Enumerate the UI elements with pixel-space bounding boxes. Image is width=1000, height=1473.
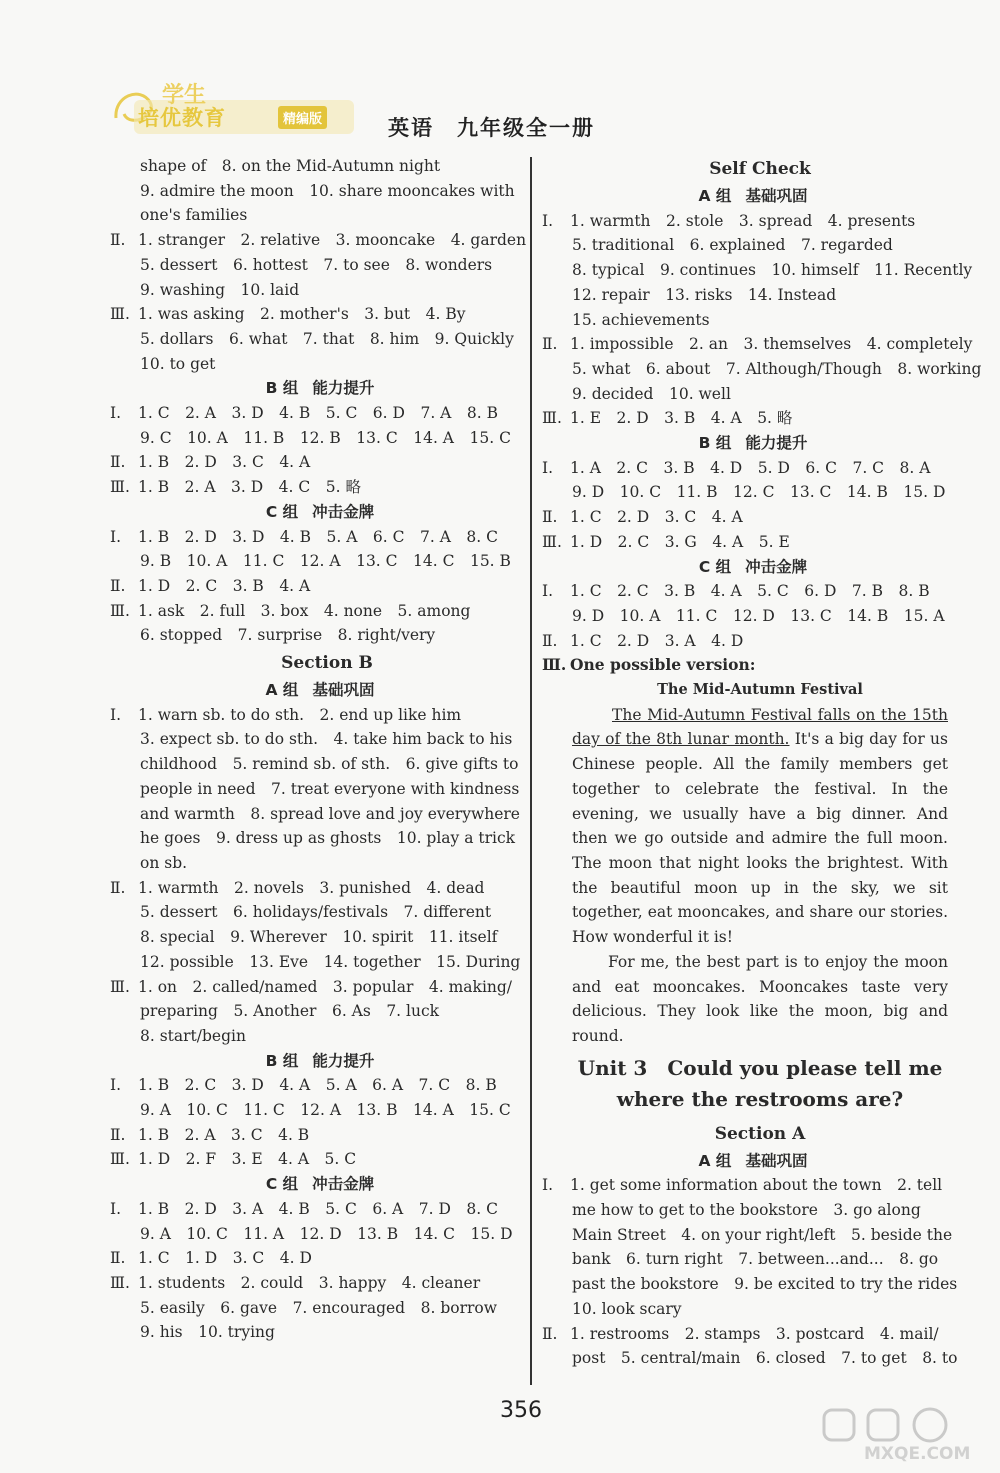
roman-numeral: Ⅰ. [542,582,554,601]
roman-numeral: Ⅲ. [110,1273,130,1292]
essay-title: The Mid-Autumn Festival [657,681,863,699]
answer-line: 5. dessert 6. holidays/festivals 7. different [140,903,492,922]
answer-line: 5. what 6. about 7. Although/Though 8. working [572,359,982,378]
answer-line: Ⅱ. 1. B 2. D 3. C 4. A [140,450,514,475]
roman-numeral: Ⅲ. [110,478,130,497]
answer-line: 8. special 9. Wherever 10. spirit 11. itself [140,928,498,947]
answer-line: 5. dessert 6. hottest 7. to see 8. wonders [140,255,493,274]
answer-line: childhood 5. remind sb. of sth. 6. give gifts to [140,755,519,774]
logo-top-text: 学生 [162,83,207,108]
roman-numeral: Ⅱ. [542,335,558,354]
answer-line: 12. possible 13. Eve 14. together 15. During [140,952,521,971]
answer-line: 5. easily 6. gave 7. encouraged 8. borrow [140,1298,497,1317]
roman-numeral: Ⅰ. [110,705,122,724]
answer-line: past the bookstore 9. be excited to try the rides [572,1275,958,1294]
answer-line: shape of 8. on the Mid-Autumn night [140,157,441,175]
answer-line: 5. dollars 6. what 7. that 8. him 9. Quickly [140,329,514,348]
roman-numeral: Ⅰ. [110,404,122,423]
answer-line: Main Street 4. on your right/left 5. beside the [572,1225,953,1244]
roman-numeral: Ⅱ. [110,576,126,595]
answer-line: Ⅱ. 1. warmth 2. novels 3. punished 4. dead [140,876,514,901]
logo-edition-badge: 精编版 [278,106,327,129]
roman-numeral: Ⅰ. [542,1176,554,1195]
group-heading: A 组 基础巩固 [698,1151,808,1170]
essay-underlined-sentence: The Mid-Autumn Festival falls on the 15th day of the 8th lunar month. [572,705,948,749]
answer-line: 9. admire the moon 10. share mooncakes with [140,181,515,200]
answer-line: 8. start/begin [140,1026,246,1045]
roman-numeral: Ⅱ. [542,631,558,650]
answer-line: Ⅰ. 1. B 2. D 3. D 4. B 5. A 6. C 7. A 8. C [140,525,514,550]
answer-line: preparing 5. Another 6. As 7. luck [140,1002,440,1021]
answer-line: 9. D 10. C 11. B 12. C 13. C 14. B 15. D [572,483,946,502]
answer-line: he goes 9. dress up as ghosts 10. play a trick [140,829,516,848]
section-heading: Self Check [709,159,811,179]
section-heading: Section B [281,653,373,674]
answer-line: Ⅲ. 1. E 2. D 3. B 4. A 5. 略 [572,406,948,431]
answer-line: Ⅰ. 1. warn sb. to do sth. 2. end up like him [140,703,514,728]
publisher-logo [110,78,360,140]
answer-line: 9. C 10. A 11. B 12. B 13. C 14. A 15. C [140,428,511,447]
answer-line: Ⅰ. 1. get some information about the town 2. tell [572,1173,948,1198]
answer-line: Ⅰ. 1. A 2. C 3. B 4. D 5. D 6. C 7. C 8. A [572,456,948,481]
roman-numeral: Ⅱ. [110,231,126,250]
answer-line: Ⅰ. 1. B 2. D 3. A 4. B 5. C 6. A 7. D 8. C [140,1197,514,1222]
roman-numeral: Ⅰ. [110,527,122,546]
answer-line: Ⅲ. 1. D 2. C 3. G 4. A 5. E [572,530,948,555]
roman-numeral: Ⅲ. [110,977,130,996]
roman-numeral: Ⅲ. [110,1150,130,1169]
answer-line: 12. repair 13. risks 14. Instead [572,285,837,304]
watermark [800,1406,980,1466]
answer-line: Ⅲ. 1. B 2. A 3. D 4. C 5. 略 [140,475,514,500]
right-column [542,154,982,1371]
unit-title: where the restrooms are? [616,1086,904,1111]
answer-line: Ⅱ. 1. C 2. D 3. A 4. D [572,629,948,654]
answer-line: 5. traditional 6. explained 7. regarded [572,236,893,255]
answer-line: Ⅲ. 1. was asking 2. mother's 3. but 4. By [140,302,514,327]
roman-numeral: Ⅰ. [542,211,554,230]
answer-line: 9. washing 10. laid [140,280,300,299]
answer-line: Ⅲ. 1. ask 2. full 3. box 4. none 5. among [140,599,514,624]
group-heading: C 组 冲击金牌 [698,557,808,576]
roman-numeral: Ⅱ. [110,1249,126,1268]
answer-line: Ⅰ. 1. B 2. C 3. D 4. A 5. A 6. A 7. C 8. B [140,1073,514,1098]
watermark-logo-icon [820,1406,1000,1446]
group-heading: A 组 基础巩固 [265,681,375,700]
answer-line: Ⅱ. 1. impossible 2. an 3. themselves 4. completely [572,332,948,357]
page-header-title: 英语 九年级全一册 [388,116,595,140]
answer-line: 9. his 10. trying [140,1323,275,1342]
answer-line: Ⅱ. 1. D 2. C 3. B 4. A [140,574,514,599]
roman-numeral: Ⅱ. [542,508,558,527]
answer-line: 9. A 10. C 11. A 12. D 13. B 14. C 15. D [140,1224,513,1243]
group-heading: B 组 能力提升 [698,434,808,453]
roman-numeral: Ⅱ. [110,453,126,472]
roman-numeral: Ⅰ. [110,1199,122,1218]
roman-numeral: Ⅱ. [110,1125,126,1144]
answer-line: 6. stopped 7. surprise 8. right/very [140,626,436,645]
answer-line: 9. A 10. C 11. C 12. A 13. B 14. A 15. C [140,1101,511,1120]
page-number: 356 [500,1398,542,1423]
answer-line: bank 6. turn right 7. between...and... 8. go [572,1250,939,1269]
roman-numeral: Ⅲ. [542,655,567,675]
roman-numeral: Ⅲ. [542,532,562,551]
roman-numeral: Ⅲ. [542,409,562,428]
answer-line: one's families [140,206,248,225]
answer-line: Ⅱ. 1. B 2. A 3. C 4. B [140,1123,514,1148]
answer-line: Ⅱ. 1. restrooms 2. stamps 3. postcard 4. mail/ [572,1322,948,1347]
answer-line: 10. to get [140,354,216,373]
roman-numeral: Ⅱ. [542,1324,558,1343]
answer-line: Ⅲ. 1. D 2. F 3. E 4. A 5. C [140,1147,514,1172]
column-divider [530,157,532,1385]
answer-line: 9. B 10. A 11. C 12. A 13. C 14. C 15. B [140,552,511,571]
group-heading: A 组 基础巩固 [698,187,808,205]
answer-line: Ⅲ. One possible version: [572,653,948,678]
answer-line: Ⅱ. 1. C 1. D 3. C 4. D [140,1246,514,1271]
roman-numeral: Ⅱ. [110,878,126,897]
answer-line: Ⅲ. 1. on 2. called/named 3. popular 4. making/ [140,975,514,1000]
answer-line: Ⅲ. 1. students 2. could 3. happy 4. cleaner [140,1271,514,1296]
answer-line: Ⅱ. 1. stranger 2. relative 3. mooncake 4. garden [140,228,514,253]
answer-line: 9. D 10. A 11. C 12. D 13. C 14. B 15. A [572,606,945,625]
roman-numeral: Ⅰ. [542,458,554,477]
essay-paragraph: For me, the best part is to enjoy the moon and eat mooncakes. Mooncakes taste very delicious. They look like the moon, big and round. [572,952,948,1045]
answer-line: post 5. central/main 6. closed 7. to get 8. to [572,1349,958,1368]
answer-line: 9. decided 10. well [572,384,731,403]
answer-line: and warmth 8. spread love and joy everywhere [140,804,520,823]
logo-brand-text: 培优教育 [138,106,226,130]
answer-line: Ⅱ. 1. C 2. D 3. C 4. A [572,505,948,530]
answer-line: Ⅰ. 1. C 2. C 3. B 4. A 5. C 6. D 7. B 8. B [572,579,948,604]
answer-line: Ⅰ. 1. C 2. A 3. D 4. B 5. C 6. D 7. A 8. B [140,401,514,426]
answer-line: 3. expect sb. to do sth. 4. take him back to his [140,730,513,749]
group-heading: B 组 能力提升 [265,379,375,398]
answer-line: me how to get to the bookstore 3. go along [572,1201,921,1220]
roman-numeral: Ⅲ. [110,305,130,324]
answer-line: people in need 7. treat everyone with kindness [140,779,520,798]
group-heading: B 组 能力提升 [265,1051,375,1070]
watermark-text: MXQE.COM [864,1444,971,1464]
answer-line: 10. look scary [572,1299,682,1318]
group-heading: C 组 冲击金牌 [265,502,375,521]
essay-paragraph: The Mid-Autumn Festival falls on the 15th day of the 8th lunar month. It's a big day for us Chinese people. All the family members get together to celebrate the festival. In the evening, we usually have a big dinner. And then we go outside and admire the full moon. The moon that night looks the brightest. With the beautiful moon up in the sky, we sit together, eat mooncakes, and share our stories. How wonderful it is! [572,705,948,947]
unit-title: Unit 3 Could you please tell me [577,1055,943,1080]
answer-line: Ⅰ. 1. warmth 2. stole 3. spread 4. presents [572,209,948,234]
answer-line: 15. achievements [572,310,710,329]
answer-line: 8. typical 9. continues 10. himself 11. Recently [572,261,973,280]
roman-numeral: Ⅰ. [110,1076,122,1095]
roman-numeral: Ⅲ. [110,601,130,620]
group-heading: C 组 冲击金牌 [265,1175,375,1194]
answer-line: on sb. [140,853,188,872]
section-heading: Section A [714,1123,806,1144]
left-column [110,154,527,1345]
